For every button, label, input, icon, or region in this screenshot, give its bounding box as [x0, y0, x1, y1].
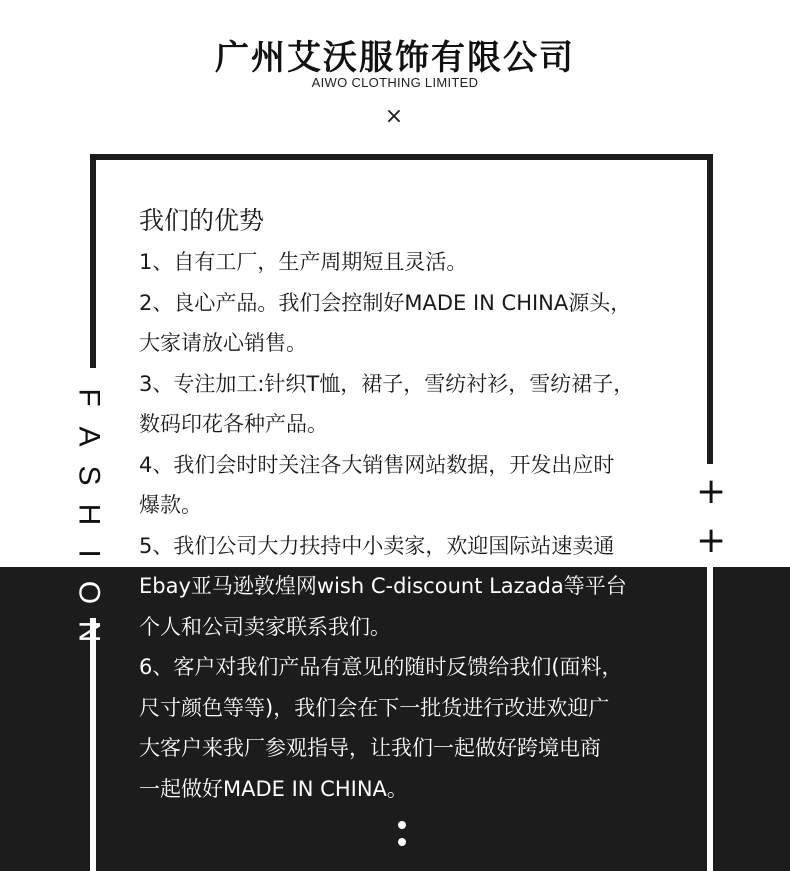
advantage-line: 6、客户对我们产品有意见的随时反馈给我们(面料， [139, 655, 623, 679]
company-name-chinese: 广州艾沃服饰有限公司 [215, 38, 575, 78]
fashion-letter: I [72, 549, 106, 558]
advantage-line: 3、专注加工:针织T恤，裙子，雪纺衬衫，雪纺裙子， [139, 371, 635, 396]
dot-icon [398, 821, 406, 829]
times-icon: × [384, 104, 404, 129]
frame-left-border-lower [90, 618, 96, 871]
advantage-line: 尺寸颜色等等)，我们会在下一批货进行改进欢迎广 [139, 695, 610, 720]
advantage-line: 2、良心产品。我们会控制好MADE IN CHINA源头， [139, 290, 632, 315]
fashion-vertical-text [72, 378, 106, 651]
frame-right-border-lower [707, 567, 713, 871]
fashion-letter: A [72, 426, 106, 447]
plus-icon: + [696, 471, 727, 512]
advantage-line: 大家请放心销售。 [139, 331, 307, 355]
frame-right-border-upper [707, 154, 713, 464]
fashion-letter: O [72, 580, 106, 605]
dot-icon [398, 838, 406, 846]
fashion-letter: F [72, 388, 106, 407]
advantage-line: 大客户来我厂参观指导，让我们一起做好跨境电商 [139, 736, 601, 760]
advantage-line: 个人和公司卖家联系我们。 [139, 614, 391, 639]
advantage-line: Ebay亚马逊敦煌网wish C-discount Lazada等平台 [139, 574, 627, 598]
advantages-panel [139, 200, 679, 809]
advantages-heading: 我们的优势 [139, 206, 265, 235]
frame-left-border-upper [90, 154, 96, 368]
advantage-line: 5、我们公司大力扶持中小卖家，欢迎国际站速卖通 [139, 533, 615, 558]
advantage-line: 数码印花各种产品。 [139, 412, 328, 436]
advantage-line: 1、自有工厂，生产周期短且灵活。 [139, 250, 468, 274]
advantage-line: 4、我们会时时关注各大销售网站数据，开发出应时 [139, 452, 615, 477]
frame-top-border [90, 154, 713, 160]
plus-icon: + [696, 520, 727, 561]
fashion-letter: N [72, 620, 106, 643]
fashion-letter: H [72, 503, 106, 526]
company-name-english: AIWO CLOTHING LIMITED [311, 75, 479, 90]
advantage-line: 爆款。 [139, 493, 202, 517]
vertical-dots-icon [398, 821, 408, 855]
advantage-line: 一起做好MADE IN CHINA。 [139, 776, 408, 801]
fashion-letter: S [72, 465, 106, 486]
